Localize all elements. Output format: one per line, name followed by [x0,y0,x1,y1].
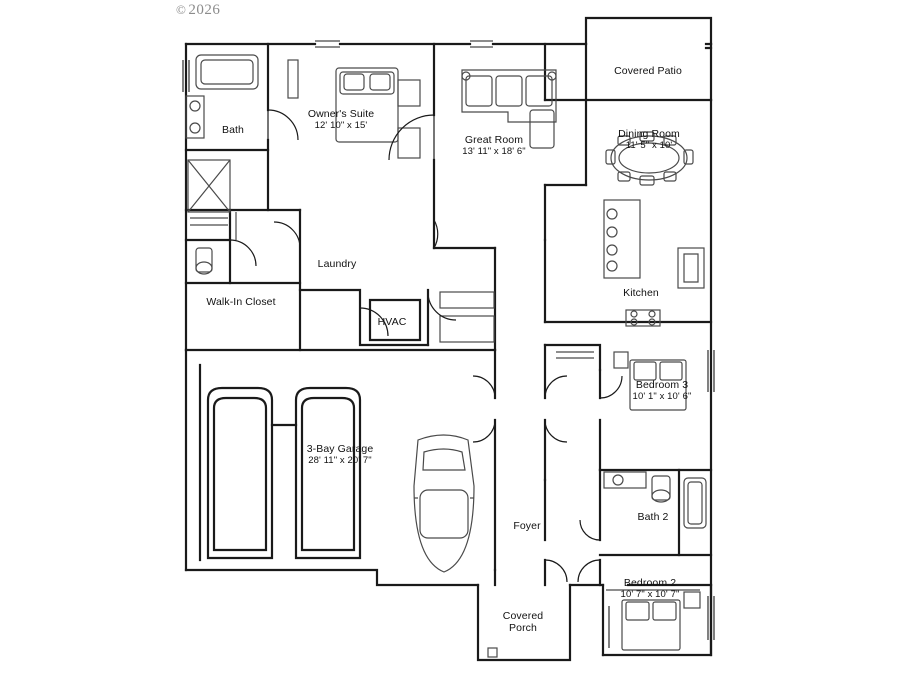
room-label-walk-in-closet: Walk-In Closet [206,295,276,308]
room-label-dining-room: Dining Room 11' 5" x 10' [618,128,680,151]
copyright-symbol: © [176,2,187,17]
room-label-hvac: HVAC [377,315,407,328]
copyright-year: 2026 [188,2,221,18]
room-label-bath-2: Bath 2 [637,510,669,523]
room-label-owners-suite: Owner's Suite 12' 10" x 15' [307,108,375,131]
room-label-covered-patio: Covered Patio [614,64,682,77]
room-label-foyer: Foyer [513,519,541,532]
room-label-great-room: Great Room 13' 11" x 18' 6" [462,134,526,157]
room-label-laundry: Laundry [317,257,357,270]
room-label-bath: Bath [222,123,244,136]
room-label-bedroom-2: Bedroom 2 10' 7" x 10' 7" [620,577,680,600]
room-label-garage: 3-Bay Garage 28' 11" x 20' 7" [306,443,374,466]
room-label-covered-porch: Covered Porch [502,610,544,634]
room-label-kitchen: Kitchen [623,286,659,299]
room-label-bedroom-3: Bedroom 3 10' 1" x 10' 6" [632,379,692,402]
